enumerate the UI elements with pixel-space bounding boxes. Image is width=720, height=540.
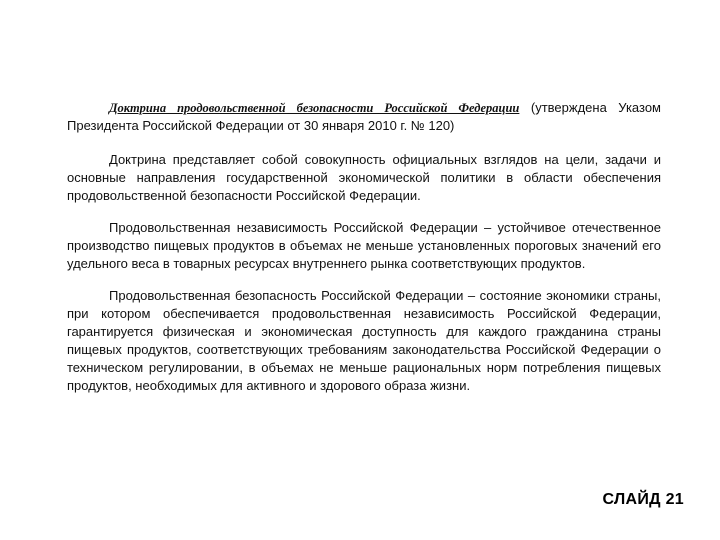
slide-number-label: СЛАЙД 21 [602,491,684,508]
food-independence-paragraph: Продовольственная независимость Российской Федерации – устойчивое отечественное производство пищевых продуктов в объемах не меньше установленных пороговых значений его удельного веса в товарных ресурсах внутреннего рынка соответствующих продуктов. [67,220,661,271]
intro-paragraph [67,99,661,135]
food-security-paragraph: Продовольственная безопасность Российской Федерации – состояние экономики страны, при котором обеспечивается продовольственная независимость Российской Федерации, гарантируется физическая и экономическая доступность для каждого гражданина страны пищевых продуктов, соответствующих требованиям законодательства Российской Федерации о техническом регулировании, в объемах не меньше рациональных норм потребления пищевых продуктов, необходимых для активного и здорового образа жизни. [67,288,661,393]
doctrine-title: Доктрина продовольственной безопасности Российской Федерации [109,101,520,115]
intro-text: (утверждена Указом Президента Российской Федерации от 30 января 2010 г. № 120) [67,100,661,133]
definition-paragraph: Доктрина представляет собой совокупность официальных взглядов на цели, задачи и основные направления государственной экономической политики в области обеспечения продовольственной безопасности Российской Федерации. [67,152,661,203]
document-body [67,99,661,409]
